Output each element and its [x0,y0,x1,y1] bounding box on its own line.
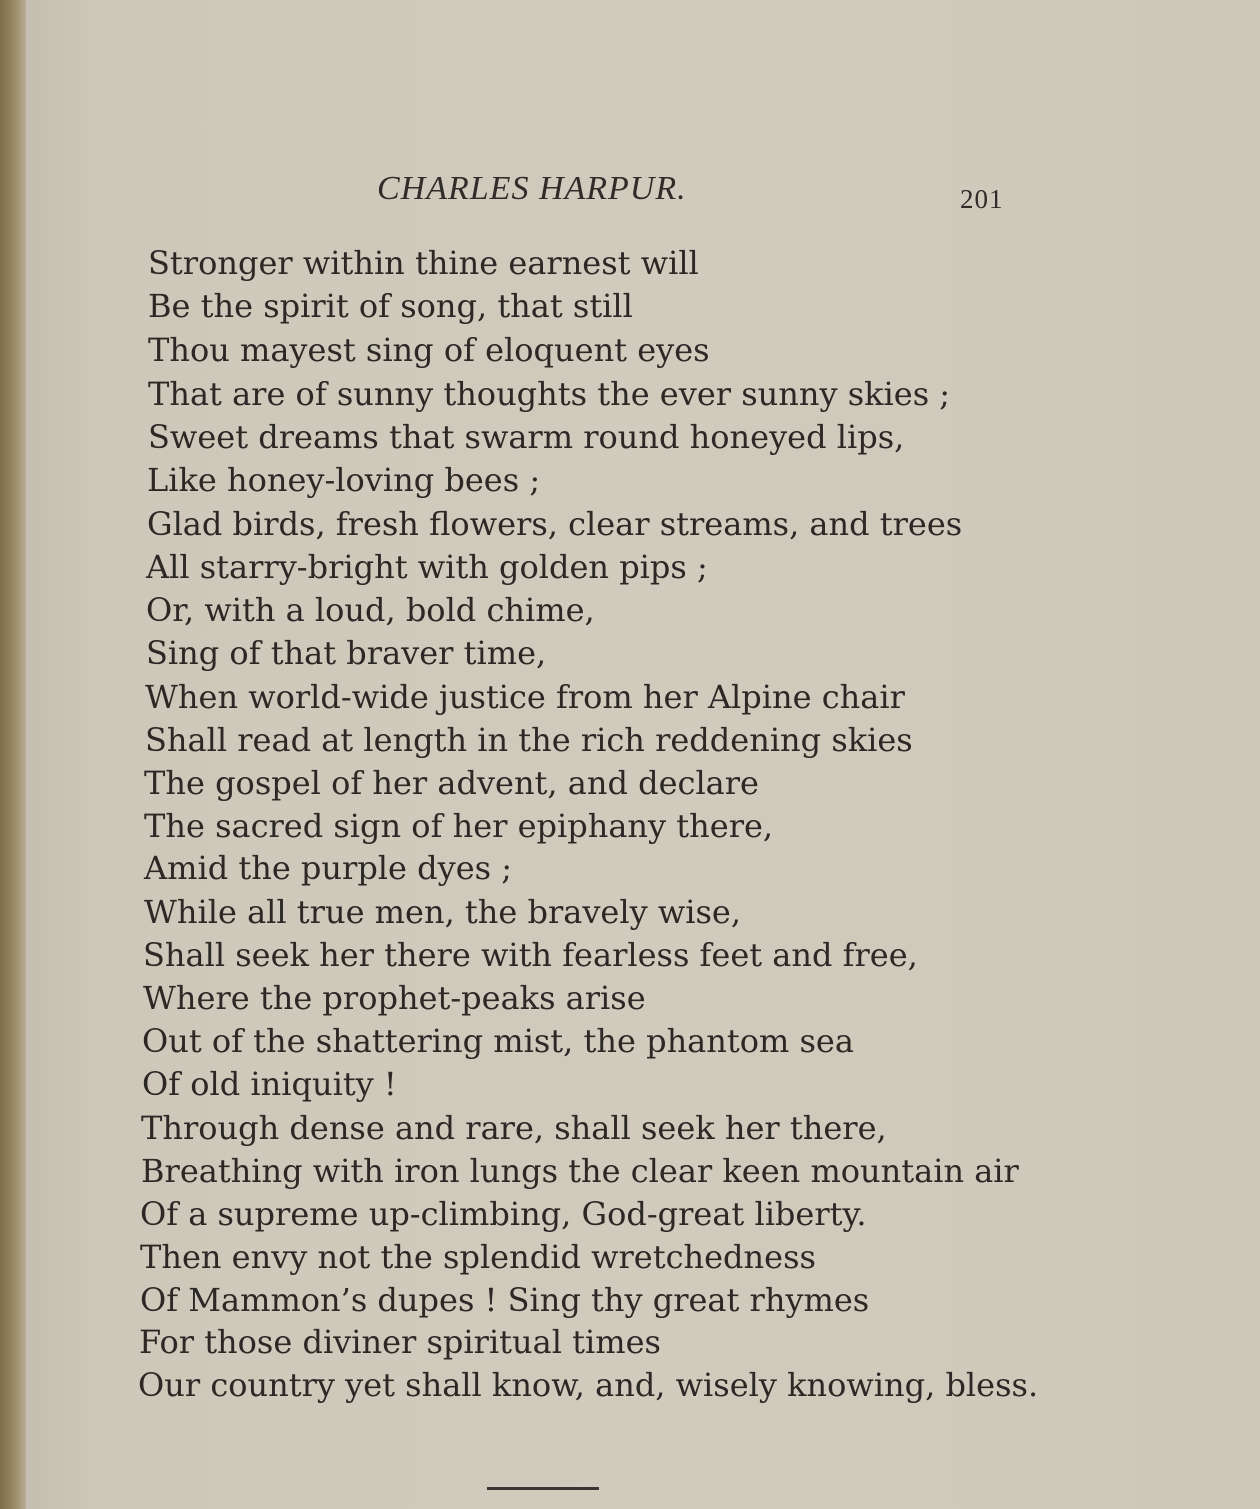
poem-line: Or, with a loud, bold chime, [146,591,595,629]
poem-line: Of Mammon’s dupes ! Sing thy great rhymes [140,1281,870,1319]
poem-line: While all true men, the bravely wise, [144,893,741,931]
poem-line: Our country yet shall know, and, wisely knowing, bless. [138,1366,1039,1404]
poem-line: Amid the purple dyes ; [144,849,513,887]
page-number: 201 [960,184,1004,214]
poem-line: Sweet dreams that swarm round honeyed lips, [148,418,905,456]
poem-line: Shall seek her there with fearless feet and free, [143,936,918,974]
poem-line: Glad birds, fresh flowers, clear streams, and trees [147,505,963,543]
poem-line: Breathing with iron lungs the clear keen mountain air [141,1152,1019,1190]
running-head: CHARLES HARPUR. [377,170,687,207]
poem-line: That are of sunny thoughts the ever sunny skies ; [148,375,951,413]
poem-line: Like honey-loving bees ; [147,461,541,499]
poem-line: The gospel of her advent, and declare [144,764,759,802]
poem-line: All starry-bright with golden pips ; [146,548,708,586]
poem-line: Through dense and rare, shall seek her there, [141,1109,887,1147]
end-rule [487,1487,599,1490]
poem-line: Thou mayest sing of eloquent eyes [148,331,710,369]
poem-line: Of old iniquity ! [142,1065,397,1103]
poem-line: Out of the shattering mist, the phantom sea [142,1022,854,1060]
poem-line: The sacred sign of her epiphany there, [144,807,774,845]
poem-line: Where the prophet-peaks arise [143,979,646,1017]
poem-line: Then envy not the splendid wretchedness [140,1238,816,1276]
poem-line: Shall read at length in the rich reddening skies [145,721,913,759]
poem-line: Be the spirit of song, that still [148,287,633,325]
poem-line: When world-wide justice from her Alpine chair [145,678,905,716]
poem-line: Stronger within thine earnest will [148,244,699,282]
poem-line: Sing of that braver time, [146,634,547,672]
poem-line: For those diviner spiritual times [139,1323,661,1361]
poem-line: Of a supreme up-climbing, God-great liberty. [140,1195,867,1233]
